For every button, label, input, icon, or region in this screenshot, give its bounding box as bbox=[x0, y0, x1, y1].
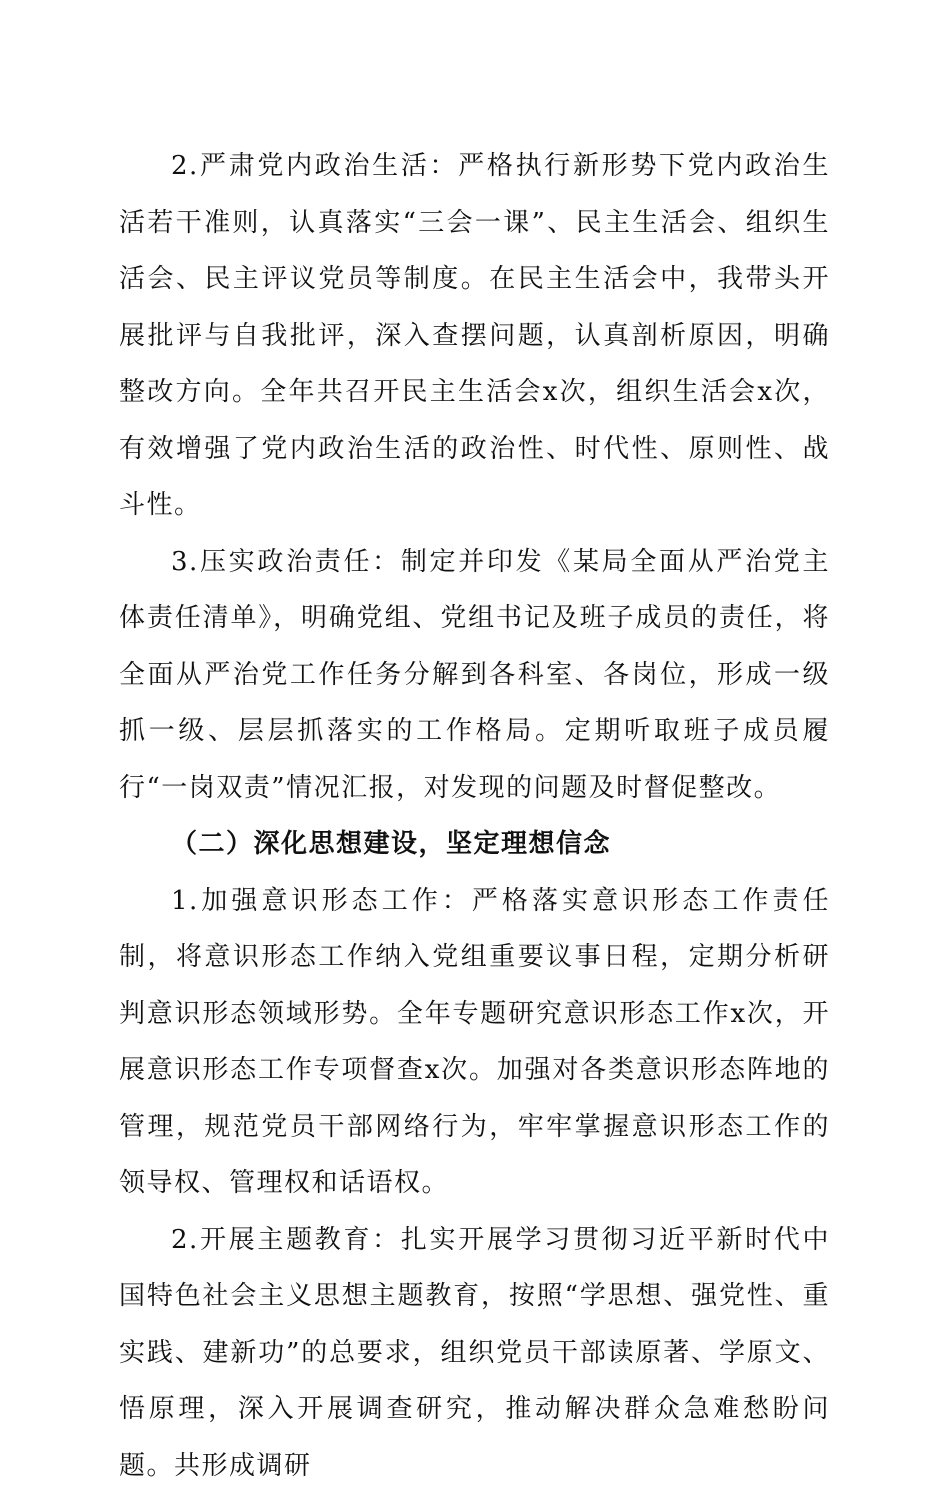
paragraph-ideology-work: 1.加强意识形态工作：严格落实意识形态工作责任制，将意识形态工作纳入党组重要议事日程，定期分析研判意识形态领域形势。全年专题研究意识形态工作x次，开展意识形态工作专项督查x次。加强对各类意识形态阵地的管理，规范党员干部网络行为，牢牢掌握意识形态工作的领导权、管理权和话语权。 bbox=[119, 873, 830, 1212]
section-heading-ideological-building: （二）深化思想建设，坚定理想信念 bbox=[119, 816, 830, 873]
paragraph-theme-education: 2.开展主题教育：扎实开展学习贯彻习近平新时代中国特色社会主义思想主题教育，按照“学思想、强党性、重实践、建新功”的总要求，组织党员干部读原著、学原文、悟原理，深入开展调查研究，推动解决群众急难愁盼问题。共形成调研 bbox=[119, 1212, 830, 1494]
paragraph-party-political-life: 2.严肃党内政治生活：严格执行新形势下党内政治生活若干准则，认真落实“三会一课”、民主生活会、组织生活会、民主评议党员等制度。在民主生活会中，我带头开展批评与自我批评，深入查摆问题，认真剖析原因，明确整改方向。全年共召开民主生活会x次，组织生活会x次，有效增强了党内政治生活的政治性、时代性、原则性、战斗性。 bbox=[119, 138, 830, 534]
document-body bbox=[119, 138, 830, 1494]
paragraph-political-responsibility: 3.压实政治责任：制定并印发《某局全面从严治党主体责任清单》，明确党组、党组书记及班子成员的责任，将全面从严治党工作任务分解到各科室、各岗位，形成一级抓一级、层层抓落实的工作格局。定期听取班子成员履行“一岗双责”情况汇报，对发现的问题及时督促整改。 bbox=[119, 534, 830, 817]
